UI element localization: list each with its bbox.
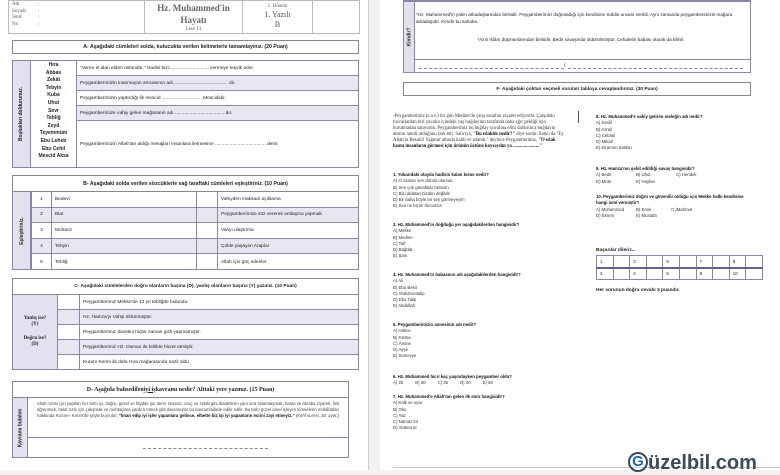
tf-row-4 bbox=[58, 340, 358, 355]
tf-row-2 bbox=[58, 310, 358, 325]
answer-separator: / bbox=[564, 63, 566, 69]
page-gap bbox=[368, 0, 369, 470]
column-divider bbox=[578, 111, 579, 123]
match-word: Muhacir bbox=[51, 223, 196, 238]
question-7 bbox=[393, 394, 573, 432]
option: D) Abdest al bbox=[393, 425, 417, 431]
answer-num: 1 bbox=[597, 256, 614, 268]
answer-cell[interactable] bbox=[746, 256, 763, 268]
option: C) Hendek bbox=[676, 172, 697, 178]
option: A) Bedir bbox=[596, 172, 612, 178]
word: Tebliğ bbox=[46, 115, 61, 122]
story-quote: "O ıslak kısmı insanların görmesi için ürünün üstüne koysaydın ya. ....................." bbox=[393, 138, 556, 150]
answer-num: 8 bbox=[696, 268, 713, 280]
answer-table bbox=[596, 255, 763, 280]
option: D) Bağdat bbox=[393, 247, 413, 253]
option: B) Oku bbox=[393, 406, 407, 412]
answer-divider bbox=[415, 59, 750, 60]
option: B) Emin bbox=[636, 206, 652, 212]
section-d-side-label bbox=[13, 398, 28, 457]
word: Zekât bbox=[46, 77, 61, 84]
question-10 bbox=[596, 194, 756, 219]
section-d-title bbox=[12, 381, 349, 398]
section-e-box bbox=[403, 0, 751, 73]
tf-row-3 bbox=[58, 325, 358, 340]
option: A) Kalk ve uyar bbox=[393, 400, 423, 406]
section-e-side-label bbox=[404, 2, 415, 72]
section-d-box bbox=[12, 398, 349, 458]
option: D) 40 bbox=[460, 380, 471, 386]
word: Zeyd bbox=[47, 122, 60, 129]
exam-info bbox=[243, 1, 313, 33]
verse-quote: "İman edip iyi işler yapanlara gelince, elbette biz işi iyi yapanların ecrini zayi etmeyiz." bbox=[118, 413, 295, 419]
answer-num: 9 bbox=[729, 256, 746, 268]
question-text: 9. Hz. Hamza'nın şehit edildiği savaş hangisidir? bbox=[596, 166, 695, 171]
title-line-1: Hz. Muhammed'in bbox=[157, 3, 230, 13]
answer-line[interactable] bbox=[143, 448, 268, 449]
match-description: Vahiyden maksadı açıklama bbox=[217, 192, 358, 207]
question-text: 8. Hz. Muhammed'e vahiy getiren meleğin adı nedir? bbox=[596, 114, 703, 119]
match-word: Tebliğ bbox=[51, 254, 196, 270]
match-row-5 bbox=[31, 254, 358, 270]
option: A) Mekke bbox=[393, 228, 412, 234]
scoring-note: Her sorunun doğru cevabı 3 puandır. bbox=[596, 288, 680, 293]
option: B) Azrail bbox=[596, 126, 612, 132]
fill-sentence-3: Peygamberimizin yaptırdığı ilk mescid .............................. Mescididir. bbox=[77, 91, 358, 106]
option: A) Muhammed bbox=[596, 206, 625, 212]
option: C) Taif bbox=[393, 240, 406, 246]
question-text: 7. Hz. Muhammed'e Allah'tan gelen ilk emir hangisidir? bbox=[393, 394, 505, 399]
hadith-story bbox=[393, 114, 565, 151]
option: C) Bizi aldatan bizden değildir. bbox=[393, 190, 451, 196]
who-question-1: *Hz. Muhammed'in yakın arkadaşlarından birisidir. Peygamberimizi doğruladığı için kendisine Sıddık unvanı verildi. Aynı zamanda peygamberimizin mağara arkadaşıdır. Kimdir bu sahabe. bbox=[416, 12, 733, 24]
surname-label: Soyadı bbox=[12, 8, 26, 14]
tf-answer-cell[interactable] bbox=[58, 340, 79, 354]
paragraph-text: Allah rızası için yapılan her türlü iyi, doğru, güzel ve faydalı işe denir. Namaz, oruç ve zekât gibi ibadetlerin yanı sıra selamlaşmak, hasta ve akraba ziyareti, ilim öğrenmek, helal rızık için çalışmak ve muhtaçlara yardım etmek gibi davranışlar bu kavramlaifade edilir edilir. Bu türlü güzel amel işleyen kimselerin mükâfatları hakkında Kur'an-ı Kerim'de şöyle buyrulur: bbox=[36, 401, 340, 419]
answer-cell[interactable] bbox=[196, 192, 217, 207]
tf-statement: Kuranı Kerim ilk defa Hıra mağarasında nazil oldu bbox=[79, 355, 358, 370]
side-label-text: Kavramı bulalım bbox=[17, 408, 24, 447]
answer-cell[interactable] bbox=[196, 208, 217, 223]
question-3 bbox=[393, 222, 573, 260]
answer-cell[interactable] bbox=[196, 223, 217, 238]
question-text: 5. Peygamberimizin annesinin adı nedir? bbox=[393, 322, 477, 327]
section-c-table bbox=[12, 295, 359, 370]
answer-cell[interactable] bbox=[679, 268, 696, 280]
answer-num: 2 bbox=[597, 268, 614, 280]
option: C )Mahmut bbox=[671, 206, 693, 212]
story-text: -Peygamberimiz (s.a.v.) bir gün Medine'de çarşı esnafını ziyaret ediyordu. Çarşıdaki tüccarlardan biri çuvalın içindeki yaş buğdayları tarafında daha ağır geldiği için kurutmadan satıyordu. Peygamberimiz bu buğday çuvalına elini daldırınca buğdayın altının nemli olduğunu fark etti. Satıcıya, bbox=[393, 114, 556, 138]
right-label: Doğru ise? (D) bbox=[23, 336, 47, 347]
section-b-title: B- Aşağıdaki solda verilen sözcüklerle sağ taraftaki cümleleri eşleştiriniz. (10 Puan) bbox=[12, 175, 359, 192]
good-luck-text: Başarılar dileriz... bbox=[596, 248, 636, 253]
option: B) Medine bbox=[393, 234, 413, 240]
section-b-table bbox=[12, 192, 359, 270]
tf-statement: Peygamberimiz davetini hiçbir zaman gizli yapmamıştır. bbox=[79, 325, 358, 339]
title-part: D- Aşağıda bahsedilen bbox=[86, 386, 144, 393]
answer-num: 6 bbox=[663, 268, 680, 280]
word: Tebyin bbox=[45, 84, 62, 91]
course-title bbox=[145, 1, 243, 33]
answer-cell[interactable] bbox=[646, 268, 663, 280]
title-line-2: Hayatı bbox=[180, 15, 207, 25]
answer-num: 5 bbox=[663, 256, 680, 268]
number-label: No bbox=[12, 21, 19, 27]
answer-line-2[interactable] bbox=[568, 68, 743, 69]
side-label-text: Kimdir? bbox=[406, 27, 413, 47]
fill-sentence-5: Peygamberimizin Allah'tan aldığı mesajları insanlara iletmesine ...................................... denir. bbox=[80, 142, 279, 147]
answer-row-odd bbox=[597, 256, 763, 268]
question-text: 4. Hz. Muhammed'in babasının adı aşağıdakilerden hangisidir? bbox=[393, 272, 521, 277]
answer-cell[interactable] bbox=[613, 256, 630, 268]
option: C) Yaz bbox=[393, 412, 406, 418]
exam-header bbox=[8, 0, 360, 34]
option: E) 50 bbox=[482, 380, 493, 386]
option: E) Mustafa bbox=[636, 212, 657, 218]
fill-sentence-2: Peygamberimizin inanmayan amcasının adı ........................................ dir. bbox=[77, 76, 358, 91]
question-5 bbox=[393, 322, 573, 360]
answer-cell[interactable] bbox=[746, 268, 763, 280]
question-text: 1. Yukarıdaki olayda hadisin kalan kısmı nedir? bbox=[393, 172, 489, 177]
match-word: Biat bbox=[51, 208, 196, 223]
tf-answer-cell[interactable] bbox=[58, 325, 79, 339]
option: B) Ebu Bekir bbox=[393, 284, 418, 290]
option: C) Abdulmuttalip bbox=[393, 290, 425, 296]
tf-statement: Hz. Hamza'yı Vahşi öldürmüştür. bbox=[79, 310, 358, 324]
who-question-2: *Azılı İslâm düşmanlarından birisidir. Bedir savaşında öldürülmüştür. Cehaletin babası olarak da bilinir. bbox=[477, 37, 685, 42]
wrong-label: Yanlış ise? (Y) bbox=[23, 316, 47, 327]
option: B) Sen çok günahkâr birisisin bbox=[393, 184, 449, 190]
match-row-4 bbox=[31, 239, 358, 255]
class-label: Sınıf bbox=[12, 15, 22, 20]
exam-page-1 bbox=[0, 0, 368, 470]
question-4 bbox=[393, 272, 573, 310]
option: D) Ekrem bbox=[596, 212, 615, 218]
question-1 bbox=[393, 172, 573, 210]
sep: : bbox=[38, 21, 40, 27]
option: C) Namaz kıl bbox=[393, 419, 418, 425]
sep: : bbox=[38, 8, 40, 14]
tf-answer-cell[interactable] bbox=[58, 310, 79, 324]
tf-row-5 bbox=[58, 355, 358, 370]
side-label-text: Eşleştiriniz. bbox=[18, 216, 25, 245]
tf-answer-cell[interactable] bbox=[58, 355, 79, 370]
section-a-side-label bbox=[13, 61, 31, 167]
tf-answer-cell[interactable] bbox=[58, 295, 79, 309]
word: Uhut bbox=[47, 99, 60, 106]
answer-cell[interactable] bbox=[196, 254, 217, 270]
answer-num: 10 bbox=[729, 268, 746, 280]
verse-ref: (Kehf suresi, 30. ayet.) bbox=[294, 413, 339, 419]
section-b-side-label bbox=[13, 192, 31, 269]
tf-row-1 bbox=[58, 295, 358, 310]
title-part: kavramı nedir? Alttaki yere yazınız. (15 Puan) bbox=[155, 386, 275, 393]
sep: : bbox=[38, 15, 40, 20]
option: E) Sen ne biçim tüccarsın bbox=[393, 203, 442, 209]
option: D) Mikail bbox=[596, 139, 613, 145]
score-box bbox=[313, 1, 359, 33]
answer-cell[interactable] bbox=[196, 239, 217, 254]
word: Ebu Leheb bbox=[40, 137, 67, 144]
option: C) 35 bbox=[437, 380, 449, 386]
answer-num: 4 bbox=[630, 268, 647, 280]
answer-cell[interactable] bbox=[679, 256, 696, 268]
option: E) Şam bbox=[393, 253, 408, 259]
match-word: Tebyin bbox=[51, 239, 196, 254]
option: A) O zaman sen dürüst olursun. bbox=[393, 178, 454, 184]
concept-paragraph bbox=[28, 398, 348, 438]
word: Abbas bbox=[45, 69, 62, 76]
option: E) Hayber bbox=[636, 178, 656, 184]
question-8 bbox=[596, 114, 776, 152]
answer-line-1[interactable] bbox=[419, 68, 564, 69]
match-word: Bedevi bbox=[51, 192, 196, 207]
name-label: Adı bbox=[12, 2, 20, 7]
row-number: 3 bbox=[31, 223, 51, 238]
title-underlined: iyi iş bbox=[143, 386, 156, 393]
option: A) İsrafil bbox=[596, 120, 612, 126]
watermark bbox=[628, 452, 757, 475]
section-a-table bbox=[12, 60, 359, 168]
logo-g-icon: G bbox=[628, 452, 648, 472]
section-c-side-label bbox=[13, 295, 58, 369]
section-c-title: C- Aşağıdaki cümlelerden doğru olanların başına (D), yanlış olanların başına (Y) yazınız. (10 Puan) bbox=[12, 278, 359, 295]
option: E) Kiramen Katibin bbox=[596, 145, 632, 151]
question-text: 6. Hz. Muhammed hicri kaç yaşındayken peygamber oldu? bbox=[393, 374, 512, 379]
sep: : bbox=[38, 2, 40, 7]
level: Lise 11 bbox=[185, 26, 202, 32]
answer-num: 7 bbox=[696, 256, 713, 268]
word: Kuba bbox=[47, 92, 60, 99]
option: C) Âmine bbox=[393, 340, 411, 346]
option: D) Ayşe bbox=[393, 347, 408, 353]
row-number: 4 bbox=[31, 239, 51, 254]
option: A) Ali bbox=[393, 278, 404, 284]
question-6 bbox=[393, 374, 573, 387]
tf-statement: Peygamberimiz Mekke'de 13 yıl tebliğde bulundu. bbox=[79, 295, 358, 309]
answer-num: 3 bbox=[630, 256, 647, 268]
option: D) Mute bbox=[596, 178, 612, 184]
story-text: diye sordu. Satıcı da "Ey Allah'ın Resulü! Yağmur altında kaldı ve ıslandı." deyince Peygamberimiz, bbox=[393, 132, 564, 144]
match-description: Vahyi ulaştırma bbox=[217, 223, 358, 238]
question-text: 3. Hz. Muhammed'in doğduğu yer aşağıdakilerden hangisidir? bbox=[393, 222, 520, 227]
option: D) Ebu Talip bbox=[393, 297, 417, 303]
fill-sentence-4: Peygamberimize vahiy gelen mağaranın adı ..................................... dır. bbox=[77, 106, 358, 121]
answer-cell[interactable] bbox=[646, 256, 663, 268]
answer-cell[interactable] bbox=[713, 256, 730, 268]
match-row-3 bbox=[31, 223, 358, 239]
word: Hıra bbox=[48, 62, 59, 68]
option: E) Sümeyye bbox=[393, 353, 417, 359]
section-f-title: F- Aşağıdaki çoktan seçmeli soruları tabloya cevaplandırınız. (30 Puan) bbox=[403, 82, 751, 96]
option: B) Fatma bbox=[393, 334, 411, 340]
word-bank bbox=[31, 61, 77, 167]
exam-name: 1. Yazılı bbox=[264, 10, 291, 19]
option: B) Uhut bbox=[636, 172, 651, 178]
question-9 bbox=[596, 166, 776, 185]
match-description: Çölde yaşayan Araplar bbox=[217, 239, 358, 254]
answer-row-even bbox=[597, 268, 763, 280]
section-a-title: A- Aşağıdaki cümleleri solda, kutucukta verilen kelimelerle tamamlayınız. (20 Puan) bbox=[12, 40, 359, 54]
watermark-text: üzelbil.com bbox=[648, 452, 757, 474]
answer-cell[interactable] bbox=[713, 268, 730, 280]
word: Ebu Cehil bbox=[41, 145, 66, 152]
option: B) 30 bbox=[415, 380, 426, 386]
term: 1. Dönem bbox=[267, 4, 288, 9]
fill-sentence-1: "Veren el alan elden üstündür." Hadisi bizi.............................. vermeye teşvik eder. bbox=[77, 61, 358, 76]
tf-statement: Peygamberimiz Hz. Osman ile birlikte hicret etmiştir. bbox=[79, 340, 358, 354]
exam-page-2 bbox=[380, 0, 780, 470]
word: Sevr bbox=[48, 107, 59, 114]
row-number: 5 bbox=[31, 254, 51, 270]
word: Mescid Aksa bbox=[38, 153, 69, 160]
option: D) Bir daha böyle bir şey görmeyeyim bbox=[393, 197, 465, 203]
exam-group: B bbox=[274, 20, 281, 29]
student-info bbox=[9, 1, 145, 33]
side-label-text: Boşlukları doldurunuz. bbox=[18, 86, 25, 142]
word: Teyemmüm bbox=[39, 130, 68, 137]
match-description: Peygamberimize söz vererek antlaşma yapmak. bbox=[217, 208, 358, 223]
match-row-2 bbox=[31, 208, 358, 224]
story-quote: "Bu ıslaklık nedir?" bbox=[473, 132, 516, 138]
option: E) Abdullah bbox=[393, 303, 415, 309]
question-text: 10. Peygamberimiz doğru ve güvenilir olduğu için Mekke halkı kendisine hangi ismi vermiştir? bbox=[596, 194, 744, 206]
row-number: 2 bbox=[31, 208, 51, 223]
match-description: Allah için göç edenler bbox=[217, 254, 358, 270]
option: A) Hatice bbox=[393, 328, 411, 334]
option: A) 25 bbox=[393, 380, 404, 386]
row-number: 1 bbox=[31, 192, 51, 207]
match-row-1 bbox=[31, 192, 358, 208]
answer-cell[interactable] bbox=[613, 268, 630, 280]
option: C) Cebrail bbox=[596, 132, 616, 138]
